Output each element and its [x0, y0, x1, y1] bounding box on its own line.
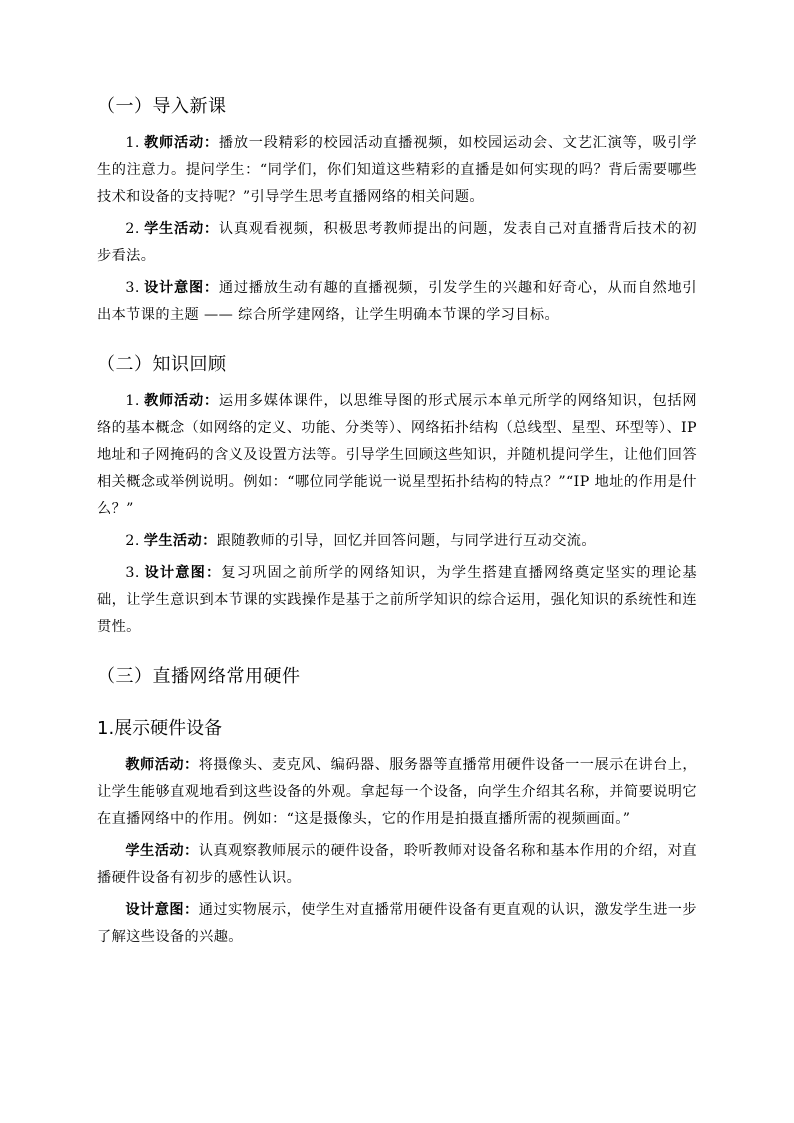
- item-text: 将摄像头、麦克风、编码器、服务器等直播常用硬件设备一一展示在讲台上，让学生能够直观地看到这些设备的外观。拿起每一个设备，向学生介绍其名称，并简要说明它在直播网络中的作用。例如：“这是摄像头，它的作用是拍摄直播所需的视频画面。”: [97, 757, 697, 827]
- section-heading: （二）知识回顾: [97, 354, 227, 375]
- item-number: 2.: [125, 533, 140, 549]
- paragraph: [97, 752, 697, 833]
- item-label: 教师活动：: [143, 393, 219, 409]
- item-label: 学生活动：: [143, 221, 219, 237]
- paragraph: [97, 838, 697, 892]
- item-number: 3.: [125, 280, 140, 296]
- item-label: 学生活动：: [143, 533, 217, 549]
- paragraph: [97, 897, 697, 951]
- paragraph: [97, 560, 697, 641]
- paragraph: [97, 275, 697, 329]
- item-text: 通过实物展示，使学生对直播常用硬件设备有更直观的认识，激发学生进一步了解这些设备的兴趣。: [97, 902, 697, 945]
- section-intro: [97, 93, 697, 329]
- item-text: 复习巩固之前所学的网络知识，为学生搭建直播网络奠定坚实的理论基础，让学生意识到本节课的实践操作是基于之前所学知识的综合运用，强化知识的系统性和连贯性。: [97, 565, 697, 635]
- item-label: 设计意图：: [125, 902, 199, 918]
- paragraph: [97, 216, 697, 270]
- item-text: 运用多媒体课件，以思维导图的形式展示本单元所学的网络知识，包括网络的基本概念（如网络的定义、功能、分类等）、网络拓扑结构（总线型、星型、环型等）、IP 地址和子网掩码的含义及设置方法等。引导学生回顾这些知识，并随机提问学生，让他们回答相关概念或举例说明。例如：“哪位同学能说一说星型拓扑结构的特点？”“IP 地址的作用是什么？”: [97, 393, 697, 517]
- item-text: 播放一段精彩的校园活动直播视频，如校园运动会、文艺汇演等，吸引学生的注意力。提问学生：“同学们，你们知道这些精彩的直播是如何实现的吗？背后需要哪些技术和设备的支持呢？”引导学生思考直播网络的相关问题。: [97, 135, 697, 205]
- item-number: 3.: [125, 565, 140, 581]
- item-text: 认真观察教师展示的硬件设备，聆听教师对设备名称和基本作用的介绍，对直播硬件设备有初步的感性认识。: [97, 843, 697, 886]
- item-text: 认真观看视频，积极思考教师提出的问题，发表自己对直播背后技术的初步看法。: [97, 221, 697, 264]
- paragraph: [97, 388, 697, 523]
- item-text: 通过播放生动有趣的直播视频，引发学生的兴趣和好奇心，从而自然地引出本节课的主题 —— 综合所学建网络，让学生明确本节课的学习目标。: [97, 280, 697, 323]
- section-review: [97, 351, 697, 641]
- item-text: 跟随教师的引导，回忆并回答问题，与同学进行互动交流。: [216, 533, 596, 549]
- paragraph: [97, 130, 697, 211]
- item-number: 1.: [125, 393, 140, 409]
- paragraph: [97, 528, 697, 555]
- document-body: [97, 93, 697, 956]
- section-hardware: [97, 663, 697, 951]
- sub-heading: 1.展示硬件设备: [97, 718, 223, 739]
- item-label: 学生活动：: [125, 843, 199, 859]
- item-label: 设计意图：: [143, 565, 222, 581]
- section-heading: （三）直播网络常用硬件: [97, 666, 301, 687]
- item-number: 1.: [125, 135, 140, 151]
- item-label: 教师活动：: [143, 135, 219, 151]
- item-label: 设计意图：: [143, 280, 219, 296]
- item-number: 2.: [125, 221, 140, 237]
- item-label: 教师活动：: [125, 757, 199, 773]
- section-heading: （一）导入新课: [97, 96, 227, 117]
